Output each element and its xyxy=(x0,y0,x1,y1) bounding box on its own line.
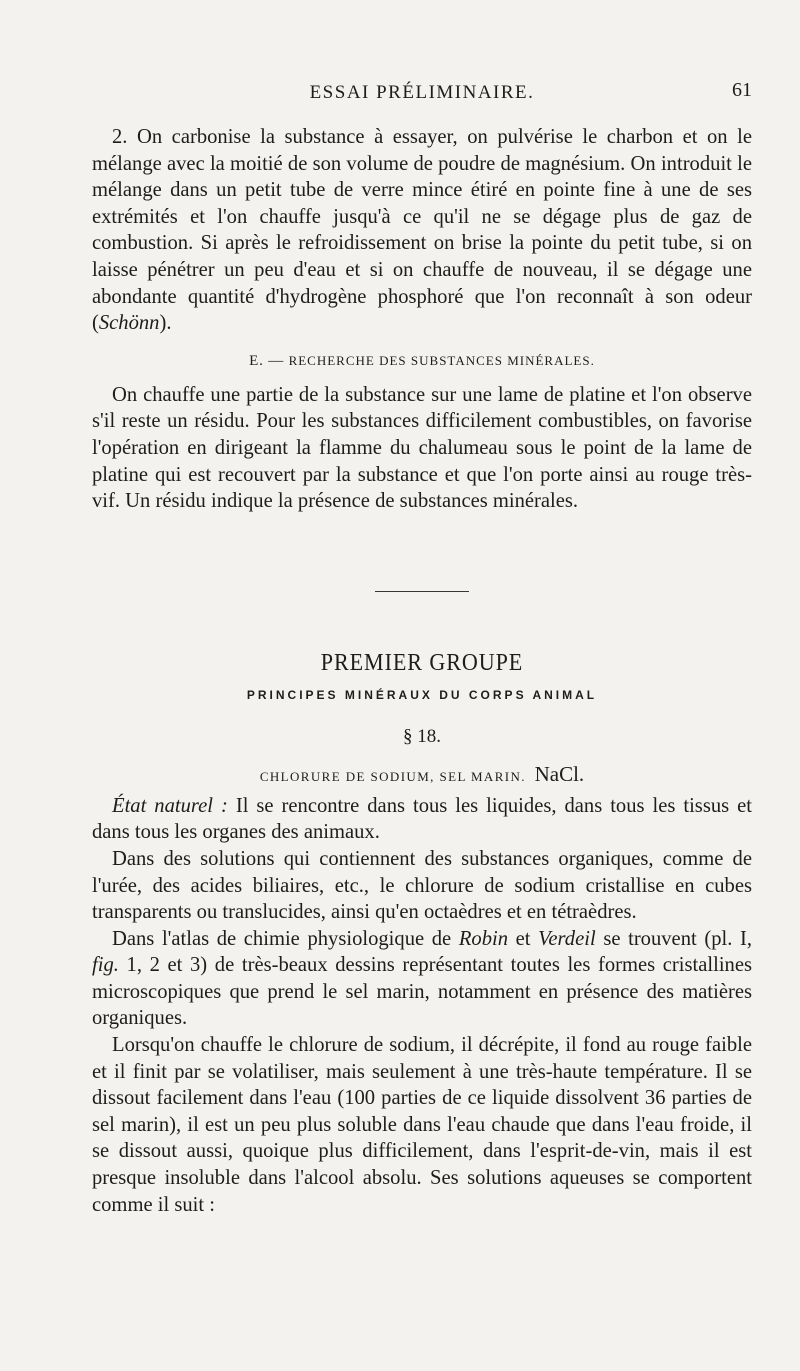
paragraph-text: ). xyxy=(159,312,172,335)
paragraph-etat-naturel xyxy=(92,793,752,846)
paragraph-text: 2. On carbonise la substance à essayer, on pulvérise le charbon et on le mélange avec la moitié de son volume de poudre de magnésium. On introduit le mélange dans un petit tube de verre mince étiré en pointe fine à une de ses extrémités et l'on chauffe jusqu'à ce qu'il ne se dégage plus de gaz de combustion. Si après le refroidissement on brise la pointe du petit tube, si on laisse pénétrer un peu d'eau et si on chauffe de nouveau, il se dégage une abondante quantité d'hydrogène phosphoré que l'on reconnaît à son odeur ( xyxy=(92,126,752,335)
figure-ref: fig. xyxy=(92,954,119,977)
paragraph-text: 1, 2 et 3) de très-beaux dessins représentant toutes les formes cristallines microscopiques que prend le sel marin, notamment en présence des matières organiques. xyxy=(92,954,752,1030)
paragraph-text: Dans l'atlas de chimie physiologique de xyxy=(112,927,459,950)
group-subtitle: PRINCIPES MINÉRAUX DU CORPS ANIMAL xyxy=(246,687,598,702)
paragraph-atlas xyxy=(92,926,752,1032)
author-name: Verdeil xyxy=(538,927,596,950)
section-letter: E. — xyxy=(249,352,289,369)
paragraph-text: se trouvent (pl. I, xyxy=(595,927,752,950)
author-name: Robin xyxy=(458,927,509,950)
group-title: PREMIER GROUPE xyxy=(320,649,524,676)
paragraph-lame-platine: On chauffe une partie de la substance sur une lame de platine et l'on observe s'il reste un résidu. Pour les substances difficilement combustibles, on favorise l'opération en dirigeant la flamme du chalumeau sous le point de la lame de platine qui est recouvert par la substance et que l'on porte ainsi au rouge très-vif. Un résidu indique la présence de substances minérales. xyxy=(92,383,752,513)
page-body xyxy=(92,124,752,1218)
page-number: 61 xyxy=(732,79,752,101)
compound-formula: NaCl. xyxy=(534,761,585,786)
paragraph-chauffe: Lorsqu'on chauffe le chlorure de sodium, il décrépite, il fond au rouge faible et il finit par se volatiliser, mais seulement à une très-haute température. Il se dissout facilement dans l'eau (100 parties de ce liquide dissolvent 36 parties de sel marin), il est un peu plus soluble dans l'eau chaude que dans l'eau froide, il se dissout aussi, quoique plus difficilement, dans l'esprit-de-vin, mais il est presque insoluble dans l'alcool absolu. Ses solutions aqueuses se comportent comme il suit : xyxy=(92,1034,752,1216)
section-number: § 18. xyxy=(403,725,441,747)
running-title: ESSAI PRÉLIMINAIRE. xyxy=(309,82,535,103)
section-title: RECHERCHE DES SUBSTANCES MINÉRALES. xyxy=(288,352,595,368)
paragraph-text: et xyxy=(508,927,539,950)
compound-heading xyxy=(92,762,752,787)
compound-name: CHLORURE DE SODIUM, SEL MARIN. xyxy=(259,768,526,784)
page-header xyxy=(92,79,752,112)
paragraph-label: État naturel : xyxy=(112,794,228,817)
section-divider xyxy=(375,591,469,592)
paragraph-charbon-magnesium xyxy=(92,124,752,337)
paragraph-text: Il se rencontre dans tous les liquides, dans tous les tissus et dans tous les organes des animaux. xyxy=(92,794,752,844)
author-name: Schönn xyxy=(98,312,160,335)
paragraph-solutions: Dans des solutions qui contiennent des substances organiques, comme de l'urée, des acides biliaires, etc., le chlorure de sodium cristallise en cubes transparents ou translucides, ainsi qu'en octaèdres et en tétraèdres. xyxy=(92,847,752,924)
section-heading-e xyxy=(92,353,752,370)
